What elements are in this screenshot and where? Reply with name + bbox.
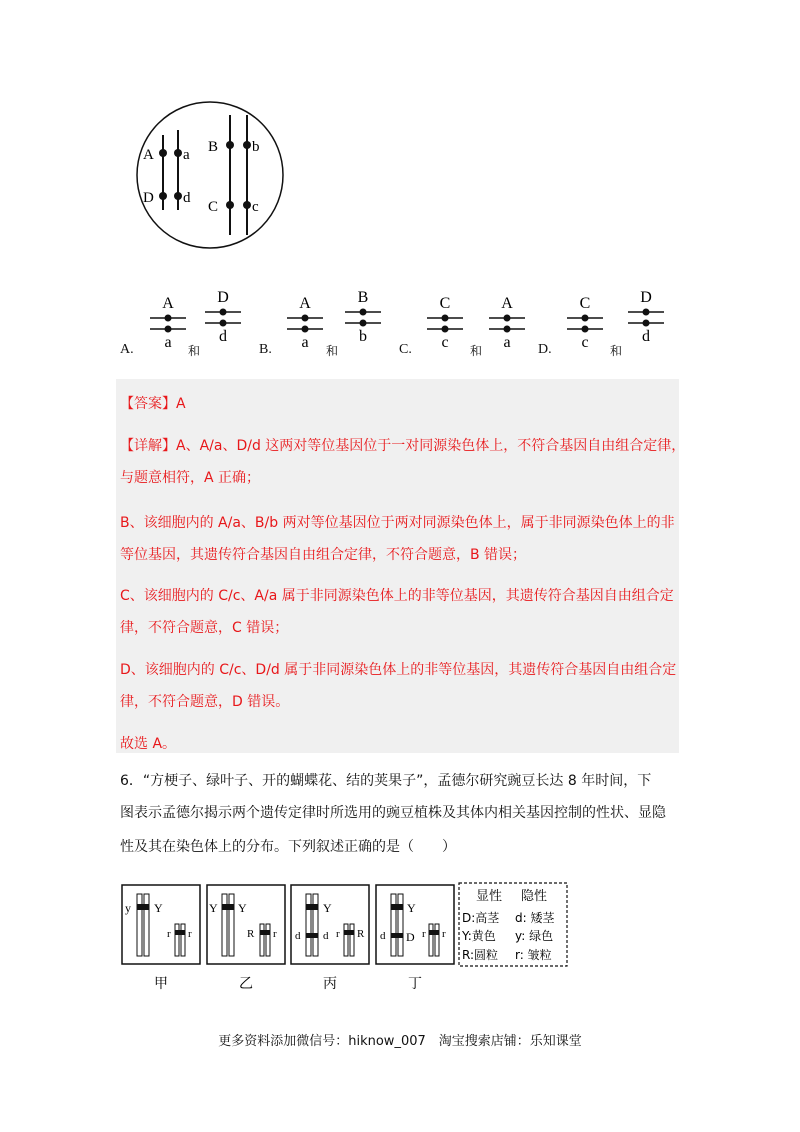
answer-box — [116, 379, 686, 753]
svg-text:D: D — [406, 930, 415, 944]
svg-text:Y:黄色: Y:黄色 — [462, 929, 496, 943]
svg-text:D: D — [640, 289, 652, 306]
svg-text:y: y — [125, 901, 131, 915]
svg-text:r: r — [336, 928, 340, 940]
svg-text:a: a — [503, 334, 511, 351]
panel-yi — [207, 885, 285, 992]
option-c-label[interactable]: C. — [399, 342, 412, 357]
svg-text:D:高茎: D:高茎 — [462, 911, 500, 925]
gene-label: d — [183, 190, 191, 206]
legend-header-dominant: 显性 — [476, 889, 503, 904]
svg-text:r: r — [188, 928, 192, 940]
svg-text:y: 绿色: y: 绿色 — [515, 929, 554, 943]
svg-text:Y: Y — [407, 901, 416, 915]
cell-diagram — [130, 100, 290, 250]
question6-line: 6．“方梗子、绿叶子、开的蝴蝶花、结的荚果子”，孟德尔研究豌豆长达 8 年时间，下 — [120, 773, 652, 789]
svg-text:R: R — [357, 928, 365, 940]
option-a-right-chromosome — [201, 286, 245, 348]
page-footer: 更多资料添加微信号：hiknow_007 淘宝搜索店铺：乐知课堂 — [218, 1034, 582, 1049]
option-a-left-chromosome — [146, 292, 190, 354]
svg-text:A: A — [299, 295, 311, 312]
panel-label: 丙 — [323, 976, 337, 992]
svg-text:r: r — [442, 928, 446, 940]
gene-label: C — [208, 199, 219, 215]
detail-line: 【详解】A、A/a、D/d 这两对等位基因位于一对同源染色体上，不符合基因自由组合定律， — [120, 438, 686, 454]
svg-text:C: C — [439, 295, 451, 312]
svg-text:d: d — [380, 930, 386, 942]
option-b-label[interactable]: B. — [259, 342, 272, 357]
svg-text:R: R — [247, 928, 255, 940]
panel-label: 丁 — [408, 976, 422, 992]
option-b-conj: 和 — [326, 344, 339, 358]
panel-jia — [122, 885, 200, 992]
option-d-label[interactable]: D. — [538, 342, 552, 357]
gene-label: b — [252, 139, 260, 155]
svg-text:A: A — [501, 295, 513, 312]
svg-text:d: 矮茎: d: 矮茎 — [515, 911, 555, 925]
svg-text:Y: Y — [323, 901, 332, 915]
panel-label: 乙 — [239, 976, 253, 992]
svg-text:R:圆粒: R:圆粒 — [462, 948, 499, 962]
answer-line: 【答案】A — [120, 396, 186, 412]
panel-bing — [291, 885, 369, 992]
svg-text:C: C — [579, 295, 591, 312]
gene-label: A — [143, 147, 154, 163]
option-d-left-chromosome — [563, 292, 607, 354]
option-d-conj: 和 — [610, 344, 623, 358]
svg-text:r: r — [422, 928, 426, 940]
svg-text:a: a — [301, 334, 309, 351]
svg-text:d: d — [219, 328, 227, 345]
detail-line: C、该细胞内的 C/c、A/a 属于非同源染色体上的非等位基因，其遗传符合基因自由组合定 — [120, 588, 674, 604]
trait-legend — [459, 883, 567, 966]
detail-line: 等位基因，其遗传符合基因自由组合定律，不符合题意，B 错误； — [120, 547, 527, 563]
detail-line: 律，不符合题意，D 错误。 — [120, 694, 290, 710]
pea-genotype-figure — [121, 882, 571, 992]
option-c-right-chromosome — [485, 292, 529, 354]
gene-label: B — [208, 139, 219, 155]
svg-text:d: d — [295, 930, 301, 942]
gene-label: D — [143, 190, 154, 206]
option-b-left-chromosome — [283, 292, 327, 354]
svg-text:r: 皱粒: r: 皱粒 — [515, 948, 552, 962]
svg-text:Y: Y — [154, 901, 163, 915]
svg-text:d: d — [323, 930, 329, 942]
option-a-label[interactable]: A. — [120, 342, 134, 357]
svg-text:a: a — [164, 334, 172, 351]
svg-text:Y: Y — [209, 901, 218, 915]
svg-text:Y: Y — [238, 901, 247, 915]
panel-label: 甲 — [154, 976, 168, 992]
option-c-left-chromosome — [423, 292, 467, 354]
gene-label: c — [252, 199, 259, 215]
svg-text:b: b — [359, 328, 367, 345]
detail-line: 律，不符合题意，C 错误； — [120, 620, 289, 636]
option-a-conj: 和 — [188, 344, 201, 358]
svg-text:B: B — [357, 289, 369, 306]
question6-line: 性及其在染色体上的分布。下列叙述正确的是（ ） — [120, 839, 456, 855]
detail-line: B、该细胞内的 A/a、B/b 两对等位基因位于两对同源染色体上，属于非同源染色体上的非 — [120, 515, 675, 531]
svg-text:c: c — [441, 334, 449, 351]
option-b-right-chromosome — [341, 286, 385, 348]
svg-text:D: D — [217, 289, 229, 306]
detail-line: 与题意相符，A 正确； — [120, 470, 261, 486]
svg-text:A: A — [162, 295, 174, 312]
detail-line: D、该细胞内的 C/c、D/d 属于非同源染色体上的非等位基因，其遗传符合基因自由组合定 — [120, 662, 677, 678]
svg-text:r: r — [167, 928, 171, 940]
question6-line: 图表示孟德尔揭示两个遗传定律时所选用的豌豆植株及其体内相关基因控制的性状、显隐 — [120, 805, 666, 821]
gene-label: a — [183, 147, 190, 163]
svg-text:c: c — [581, 334, 589, 351]
svg-text:r: r — [273, 928, 277, 940]
svg-text:d: d — [642, 328, 650, 345]
panel-ding — [376, 885, 454, 992]
legend-header-recessive: 隐性 — [521, 889, 548, 904]
option-d-right-chromosome — [624, 286, 668, 348]
option-c-conj: 和 — [470, 344, 483, 358]
detail-line: 故选 A。 — [120, 736, 177, 752]
